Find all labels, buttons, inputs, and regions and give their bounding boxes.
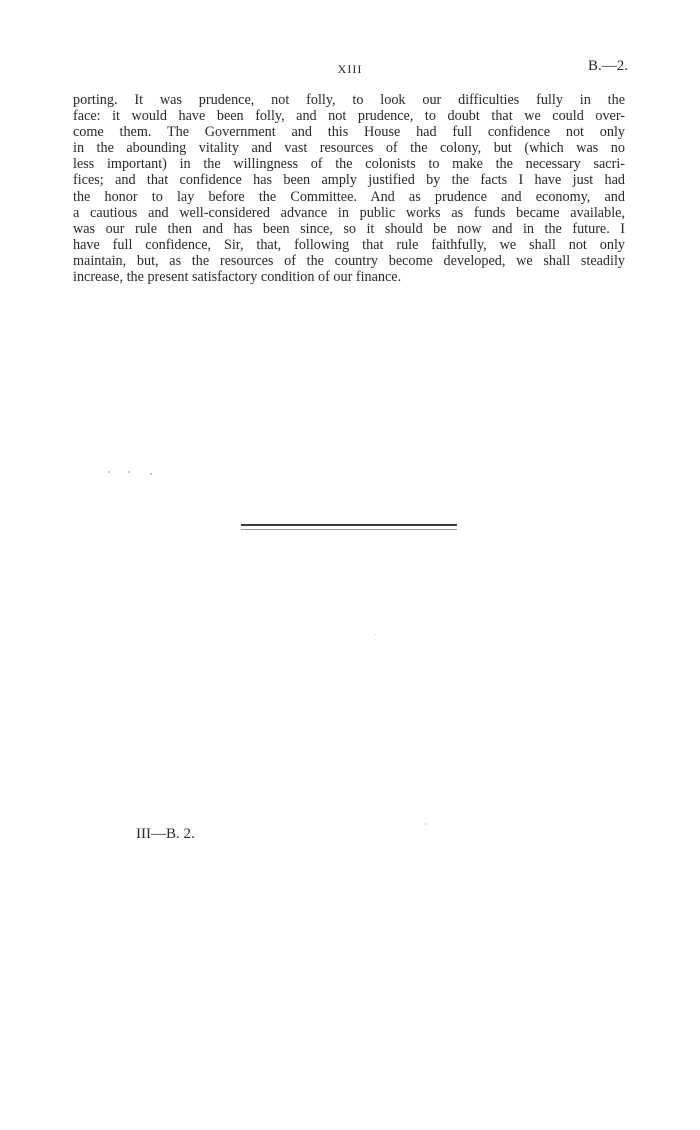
document-reference: B.—2. — [587, 58, 628, 74]
text-line: face: it would have been folly, and not prudence, to doubt that we could over- — [73, 108, 625, 125]
text-line: increase, the present satisfactory condition of our finance. — [73, 269, 402, 286]
text-line: fices; and that confidence has been amply justified by the facts I have just had — [73, 172, 625, 189]
text-line: maintain, but, as the resources of the country become developed, we shall steadily — [73, 252, 625, 269]
text-line: come them. The Government and this House had full confidence not only — [73, 124, 625, 141]
print-speck — [425, 823, 426, 825]
text-line: the honor to lay before the Committee. And as prudence and economy, and — [73, 188, 625, 205]
print-speck — [108, 471, 110, 473]
end-rule-shadow — [241, 529, 457, 530]
text-line: have full confidence, Sir, that, following that rule faithfully, we shall not only — [73, 236, 625, 253]
print-speck — [150, 473, 152, 475]
text-line: was our rule then and has been since, so it should be now and in the future. I — [73, 220, 625, 237]
print-speck — [128, 471, 130, 473]
text-line: porting. It was prudence, not folly, to look our difficulties fully in the — [73, 92, 625, 108]
text-line: in the abounding vitality and vast resources of the colony, but (which was no — [73, 140, 625, 157]
body-paragraph — [73, 92, 625, 285]
text-line: a cautious and well-considered advance in public works as funds became available, — [73, 204, 625, 221]
page-number: XIII — [337, 62, 363, 76]
print-speck — [375, 634, 376, 635]
end-rule — [241, 524, 457, 526]
text-line: less important) in the willingness of the colonists to make the necessary sacri- — [73, 156, 625, 173]
signature-mark: III—B. 2. — [136, 826, 195, 842]
